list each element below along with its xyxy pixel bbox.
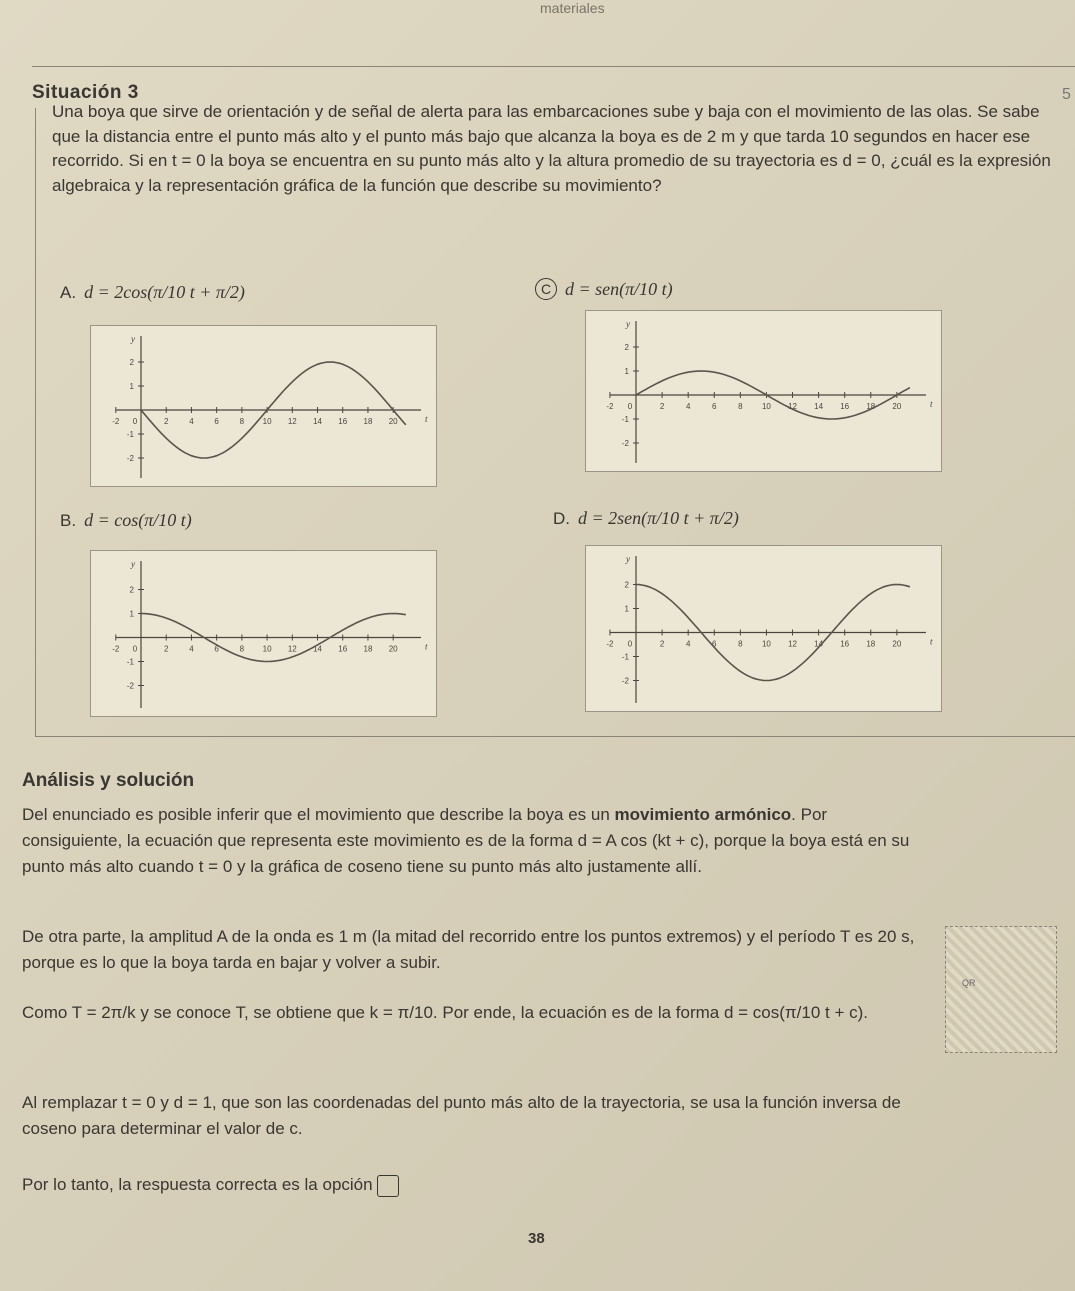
- y-tick-label: -1: [126, 430, 134, 439]
- y-tick-label: -2: [126, 681, 134, 691]
- x-tick-label: 20: [892, 639, 902, 649]
- x-axis-label: t: [425, 414, 428, 424]
- y-tick-label: -1: [621, 652, 629, 662]
- analysis-paragraph-2: De otra parte, la amplitud A de la onda es 1 m (la mitad del recorrido entre los puntos extremos) y el período T es 20 s, porque es lo que la boya tarda en bajar y volver a subir.: [22, 927, 915, 972]
- x-tick-label: 4: [189, 644, 194, 654]
- x-tick-label: 8: [738, 639, 743, 649]
- option-d[interactable]: [553, 508, 739, 529]
- x-tick-label: 16: [338, 644, 348, 654]
- analysis-paragraph-3: Como T = 2π/k y se conoce T, se obtiene que k = π/10. Por ende, la ecuación es de la forma d = cos(π/10 t + c).: [22, 1003, 868, 1022]
- x-tick-label: 14: [814, 402, 824, 411]
- x-tick-label: 2: [163, 417, 169, 426]
- section-title: Situación 3: [32, 82, 139, 103]
- x-tick-label: 18: [363, 644, 373, 654]
- x-tick-label: 8: [239, 417, 245, 426]
- option-formula: d = 2cos(π/10 t + π/2): [84, 282, 245, 302]
- x-tick-label: 4: [685, 639, 691, 649]
- top-fragment: materiales: [540, 0, 605, 16]
- x-tick-label: 16: [338, 417, 348, 426]
- analysis-paragraph-1: [22, 802, 922, 880]
- x-tick-label: 6: [712, 639, 717, 649]
- x-tick-label: 18: [363, 417, 373, 426]
- option-b[interactable]: [60, 510, 192, 531]
- graph-b: [90, 550, 437, 717]
- x-tick-label: 8: [239, 644, 245, 654]
- y-tick-label: -1: [126, 657, 134, 667]
- y-tick-label: -2: [126, 454, 134, 463]
- x-tick-label: 10: [262, 417, 272, 426]
- option-formula: d = cos(π/10 t): [84, 510, 192, 530]
- x-axis-label: t: [930, 399, 933, 409]
- x-tick-label: 20: [388, 644, 398, 654]
- y-tick-label: 1: [624, 367, 629, 376]
- x-tick-label: 4: [189, 417, 194, 426]
- x-tick-label: -2: [606, 402, 614, 411]
- x-axis-label: t: [930, 636, 933, 647]
- x-tick-label: 2: [163, 644, 169, 654]
- option-letter: D.: [553, 508, 570, 528]
- x-tick-label: 18: [866, 639, 876, 649]
- y-axis-label: y: [131, 334, 135, 344]
- y-tick-label: 1: [624, 604, 629, 614]
- graph-c: [585, 310, 942, 472]
- x-tick-label: 0: [132, 417, 138, 426]
- x-tick-label: 0: [627, 402, 633, 411]
- graph-d: [585, 545, 942, 712]
- y-tick-label: -2: [621, 676, 629, 686]
- y-axis-label: y: [626, 554, 630, 564]
- graph-d-plot: [586, 546, 941, 711]
- analysis-text: Del enunciado es posible inferir que el movimiento que describe la boya es un: [22, 805, 615, 824]
- x-tick-label: 0: [132, 644, 138, 654]
- option-c[interactable]: [535, 278, 673, 300]
- x-tick-label: 12: [788, 402, 797, 411]
- side-fragment: 5: [1062, 86, 1071, 103]
- y-tick-label: 2: [129, 358, 134, 367]
- top-divider: [32, 66, 1075, 67]
- x-tick-label: 16: [840, 402, 850, 411]
- analysis-paragraph-4: Al remplazar t = 0 y d = 1, que son las coordenadas del punto más alto de la trayectoria, se usa la función inversa de coseno para determinar el valor de c.: [22, 1093, 901, 1138]
- graph-a: [90, 325, 437, 487]
- y-tick-label: -2: [621, 439, 629, 448]
- y-tick-label: 1: [129, 609, 134, 619]
- y-tick-label: 2: [624, 343, 629, 352]
- y-tick-label: -1: [621, 415, 629, 424]
- x-tick-label: 14: [313, 644, 322, 654]
- x-tick-label: 18: [866, 402, 876, 411]
- selected-circle-icon: C: [535, 278, 557, 300]
- x-tick-label: -2: [606, 639, 614, 649]
- x-tick-label: 6: [214, 417, 219, 426]
- analysis-bold-term: movimiento armónico: [614, 805, 792, 824]
- x-tick-label: 10: [761, 639, 771, 649]
- x-tick-label: 2: [659, 402, 665, 411]
- option-a[interactable]: [60, 282, 245, 303]
- y-axis-label: y: [626, 319, 630, 329]
- analysis-paragraph-5: [22, 1172, 922, 1198]
- x-tick-label: 14: [814, 639, 824, 649]
- analysis-title: Análisis y solución: [22, 770, 195, 791]
- x-axis-label: t: [425, 641, 428, 652]
- qr-code[interactable]: [945, 926, 1057, 1053]
- x-tick-label: -2: [112, 644, 120, 654]
- problem-statement: Una boya que sirve de orientación y de señal de alerta para las embarcaciones sube y baja con el movimiento de las olas. Se sabe que la distancia entre el punto más alto y el punto más bajo que alcanza la boya es de 2 m y que tarda 10 segundos en hacer ese recorrido. Si en t = 0 la boya se encuentra en su punto más alto y la altura promedio de su trayectoria es d = 0, ¿cuál es la expresión algebraica y la representación gráfica de la función que describe su movimiento?: [52, 102, 1051, 195]
- y-tick-label: 2: [624, 580, 629, 590]
- y-tick-label: 1: [129, 382, 134, 391]
- graph-a-plot: [91, 326, 436, 486]
- x-tick-label: 10: [761, 402, 771, 411]
- option-formula: d = sen(π/10 t): [565, 278, 673, 299]
- x-tick-label: 12: [287, 644, 297, 654]
- x-tick-label: 4: [685, 402, 691, 411]
- y-axis-label: y: [131, 559, 135, 569]
- x-tick-label: 14: [313, 417, 322, 426]
- qr-label: QR: [962, 978, 976, 988]
- x-tick-label: -2: [112, 417, 120, 426]
- x-tick-label: 6: [214, 644, 219, 654]
- x-tick-label: 8: [738, 402, 743, 411]
- page-number: 38: [528, 1230, 545, 1247]
- y-tick-label: 2: [129, 585, 134, 595]
- answer-box[interactable]: [377, 1175, 399, 1197]
- analysis-text: Por lo tanto, la respuesta correcta es la opción: [22, 1175, 373, 1194]
- x-tick-label: 6: [712, 402, 717, 411]
- graph-c-plot: [586, 311, 941, 471]
- x-tick-label: 16: [840, 639, 850, 649]
- x-tick-label: 12: [788, 639, 797, 649]
- x-tick-label: 10: [262, 644, 272, 654]
- x-tick-label: 2: [659, 639, 665, 649]
- analysis-text: . Por consiguiente, la ecuación que representa este movimiento es de la forma d = A cos (kt + c), porque la boya está en su punto más alto cuando t = 0 y la gráfica de coseno tiene su punto más alto justamente allí.: [22, 805, 910, 876]
- x-tick-label: 20: [892, 402, 902, 411]
- x-tick-label: 20: [388, 417, 398, 426]
- x-tick-label: 12: [287, 417, 297, 426]
- option-letter: B.: [60, 510, 77, 530]
- option-letter: A.: [60, 282, 77, 302]
- x-tick-label: 0: [627, 639, 633, 649]
- option-formula: d = 2sen(π/10 t + π/2): [578, 508, 739, 528]
- graph-b-plot: [91, 551, 436, 716]
